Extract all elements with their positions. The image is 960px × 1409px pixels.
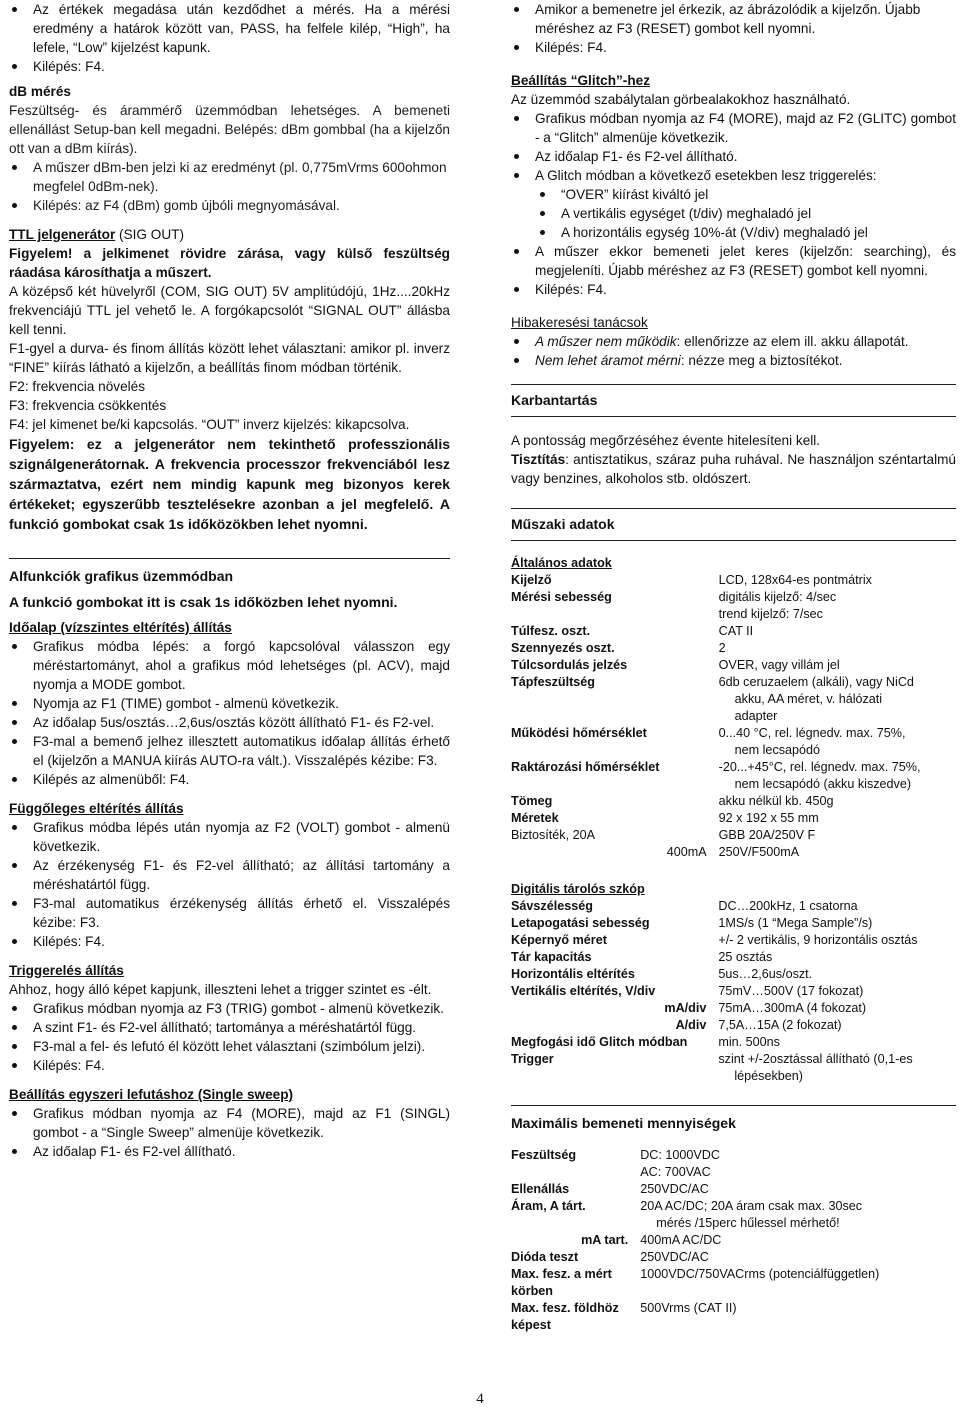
list-item: F3-mal a bemenő jelhez illesztett automatikus időalap állítás érhető el (kijelzőn a MANUA kiírás AUTO-ra vált.). Visszalépés kézibe: F3.	[9, 732, 450, 770]
spec-value: 7,5A…15A (2 fokozat)	[718, 1018, 842, 1032]
list-item: Az időalap F1- és F2-vel állítható.	[9, 1142, 450, 1161]
ttl-paragraph: F2: frekvencia növelés	[9, 379, 146, 394]
spec-label	[511, 1068, 718, 1085]
spec-value: 75mA…300mA (4 fokozat)	[718, 1001, 867, 1015]
table-row	[511, 1000, 956, 1017]
fugg-bullet-list	[9, 818, 450, 951]
list-item: Nyomja az F1 (TIME) gombot - almenü következik.	[9, 694, 450, 713]
hiba-item-text: : nézze meg a biztosítékot.	[680, 353, 843, 368]
table-row	[511, 1266, 956, 1300]
list-item: F3-mal a fel- és lefutó él között lehet választani (szimbólum jelzi).	[9, 1037, 450, 1056]
spec-value: 2	[718, 641, 726, 655]
spec-value: 250VDC/AC	[640, 1250, 709, 1264]
spec-label: Tápfeszültség	[511, 675, 595, 689]
ttl-warning: Figyelem! a jelkimenet rövidre zárása, vagy külső feszültség ráadása károsíthatja a műszert.	[9, 246, 450, 280]
table-row	[511, 640, 956, 657]
spec-value: 6db ceruzaelem (alkáli), vagy NiCd	[718, 675, 914, 689]
dbm-paragraph: Feszültség- és árammérő üzemmódban lehetséges. A bemeneti ellenállást Setup-ban kell megadni. Belépés: dBm gombbal (ha a kijelzőn ott van a dBm kiírás).	[9, 103, 450, 156]
table-row	[511, 742, 956, 759]
spec-label: Túlfesz. oszt.	[511, 624, 591, 638]
glitch-bullet-list	[511, 109, 956, 299]
table-row	[511, 657, 956, 674]
spec-label: mA tart.	[581, 1233, 629, 1247]
list-item: Kilépés az almenüből: F4.	[9, 770, 450, 789]
table-row	[511, 915, 956, 932]
spec-value: szint +/-2osztással állítható (0,1-es	[718, 1052, 913, 1066]
list-item: Grafikus módba lépés után nyomja az F2 (VOLT) gombot - almenü következik.	[9, 818, 450, 856]
right-column	[511, 0, 956, 1334]
list-item: Az időalap 5us/osztás…2,6us/osztás között állítható F1- és F2-vel.	[9, 713, 450, 732]
table-row	[511, 725, 956, 742]
spec-label: Kijelző	[511, 573, 552, 587]
table-row	[511, 1147, 956, 1164]
karb-paragraph: A pontosság megőrzéséhez évente hitelesíteni kell.	[511, 433, 821, 448]
spec-label: Sávszélesség	[511, 899, 593, 913]
table-row	[511, 623, 956, 640]
spec-value: trend kijelző: 7/sec	[718, 607, 823, 621]
table-row	[511, 1300, 956, 1334]
table-row	[511, 844, 956, 861]
spec-label: Trigger	[511, 1052, 554, 1066]
trig-paragraph: Ahhoz, hogy álló képet kapjunk, illeszteni lehet a trigger szintet es -élt.	[9, 982, 432, 997]
spec-label: Ellenállás	[511, 1182, 570, 1196]
spec-value: digitális kijelző: 4/sec	[718, 590, 837, 604]
table-row	[511, 1068, 956, 1085]
list-item: Kilépés: az F4 (dBm) gomb újbóli megnyomásával.	[9, 196, 450, 215]
table-row	[511, 674, 956, 691]
list-item: F3-mal automatikus érzékenység állítás érhető el. Visszalépés kézibe: F3.	[9, 894, 450, 932]
spec-label: Megfogási idő Glitch módban	[511, 1035, 688, 1049]
spec-label: Működési hőmérséklet	[511, 726, 647, 740]
spec-value: 92 x 192 x 55 mm	[718, 811, 819, 825]
table-row	[511, 949, 956, 966]
table-row	[511, 898, 956, 915]
spec-value: mérés /15perc hűlessel mérhető!	[656, 1216, 840, 1230]
table-row	[511, 1034, 956, 1051]
hiba-item-italic: Nem lehet áramot mérni	[535, 353, 681, 368]
spec-label: Raktározási hőmérséklet	[511, 760, 660, 774]
spec-value: -20...+45°C, rel. légnedv. max. 75%,	[718, 760, 921, 774]
spec-label: Áram, A tárt.	[511, 1199, 586, 1213]
trig-title: Triggerelés állítás	[9, 963, 124, 978]
table-row	[511, 966, 956, 983]
table-row	[511, 1051, 956, 1068]
section-header: Karbantartás	[511, 384, 956, 417]
general-spec-table	[511, 572, 956, 861]
spec-value: 1000VDC/750VACrms (potenciálfüggetlen)	[640, 1267, 880, 1281]
list-item: Grafikus módban nyomja az F4 (MORE), majd az F2 (GLITC) gombot - a “Glitch” almenüje következik.	[511, 109, 956, 147]
spec-label: Dióda teszt	[511, 1250, 579, 1264]
spec-value: OVER, vagy villám jel	[718, 658, 840, 672]
spec-value: 400mA AC/DC	[640, 1233, 722, 1247]
ttl-title: TTL jelgenerátor	[9, 227, 116, 242]
list-item: Az érzékenység F1- és F2-vel állítható; az állítási tartomány a méréshatártól függ.	[9, 856, 450, 894]
spec-value: 500Vrms (CAT II)	[640, 1301, 737, 1315]
list-item: Az értékek megadása után kezdődhet a mérés. Ha a mérési eredmény a határok között van, PASS, ha felfele kilép, “High”, ha lefele, “Low” kijelzést kapunk.	[9, 0, 450, 57]
spec-label: Max. fesz. a mért körben	[511, 1267, 612, 1298]
list-item: Grafikus módban nyomja az F3 (TRIG) gombot - almenü következik.	[9, 999, 450, 1018]
table-row	[511, 1249, 956, 1266]
spec-label: Max. fesz. földhöz képest	[511, 1301, 619, 1332]
table-row	[511, 1164, 956, 1181]
spec-value: 75mV…500V (17 fokozat)	[718, 984, 864, 998]
idoalap-bullet-list	[9, 637, 450, 789]
spec-label: Tár kapacitás	[511, 950, 592, 964]
list-item: Amikor a bemenetre jel érkezik, az ábrázolódik a kijelzőn. Újabb méréshez az F3 (RESET) gombot kell nyomni.	[511, 0, 956, 38]
spec-label: Túlcsordulás jelzés	[511, 658, 628, 672]
list-item	[511, 332, 956, 351]
spec-label: Szennyezés oszt.	[511, 641, 615, 655]
dbm-bullet-list	[9, 158, 450, 215]
spec-value: 5us…2,6us/oszt.	[718, 967, 813, 981]
section-header: Alfunkciók grafikus üzemmódban	[9, 558, 450, 586]
idoalap-title: Időalap (vízszintes eltérítés) állítás	[9, 620, 232, 635]
top-bullet-list	[511, 0, 956, 57]
spec-label: Tömeg	[511, 794, 553, 808]
trig-bullet-list	[9, 999, 450, 1075]
list-item: Kilépés: F4.	[9, 57, 450, 76]
ttl-paragraph: A középső két hüvelyről (COM, SIG OUT) 5V amplitúdójú, 1Hz....20kHz frekvenciájú TTL jel vehető le. A forgókapcsolót “SIGNAL OUT” állásba kell tenni.	[9, 284, 450, 337]
spec-value: +/- 2 vertikális, 9 horizontális osztás	[718, 933, 918, 947]
page-number: 4	[476, 1391, 484, 1407]
spec-label	[511, 708, 719, 725]
spec-label	[511, 691, 719, 708]
fugg-title: Függőleges eltérítés állítás	[9, 801, 184, 816]
table-row	[511, 1232, 956, 1249]
ttl-title-suffix: (SIG OUT)	[115, 227, 184, 242]
dbm-title: dB mérés	[9, 84, 71, 99]
hiba-title: Hibakeresési tanácsok	[511, 315, 648, 330]
spec-label: 400mA	[666, 845, 707, 859]
list-item: Kilépés: F4.	[511, 280, 956, 299]
list-item: A Glitch módban a következő esetekben lesz triggerelés:	[511, 166, 956, 185]
karb-label: Tisztítás	[511, 452, 566, 467]
spec-value: adapter	[734, 709, 778, 723]
alf-bold-note: A funkció gombokat itt is csak 1s időközben lehet nyomni.	[9, 594, 398, 610]
spec-label: A/div	[675, 1018, 707, 1032]
spec-value: DC: 1000VDC	[640, 1148, 720, 1162]
single-bullet-list	[9, 1104, 450, 1161]
ttl-paragraph: F1-gyel a durva- és finom állítás között lehet választani: amikor pl. inverz “FINE” kiírás látható a kijelzőn, a beállítás finom módban történik.	[9, 341, 450, 375]
spec-label: Méretek	[511, 811, 559, 825]
spec-value: LCD, 128x64-es pontmátrix	[718, 573, 872, 587]
glitch-title: Beállítás “Glitch”-hez	[511, 73, 650, 88]
table-row	[511, 691, 956, 708]
list-item: Grafikus módba lépés: a forgó kapcsolóval válasszon egy méréstartományt, ahol a grafikus mód lehetséges (pl. ACV), majd nyomja a MODE gombot.	[9, 637, 450, 694]
hiba-item-text: : ellenőrizze az elem ill. akku állapotát.	[676, 334, 909, 349]
spec-value: 20A AC/DC; 20A áram csak max. 30sec	[640, 1199, 863, 1213]
spec-label	[511, 776, 719, 793]
list-item: A szint F1- és F2-vel állítható; tartománya a méréshatártól függ.	[9, 1018, 450, 1037]
spec-value: akku, AA méret, v. hálózati	[734, 692, 883, 706]
list-item: A műszer dBm-ben jelzi ki az eredményt (pl. 0,775mVrms 600ohmon megfelel 0dBm-nek).	[9, 158, 450, 196]
left-column	[9, 0, 450, 1161]
list-item: Kilépés: F4.	[9, 932, 450, 951]
table-row	[511, 589, 956, 606]
ttl-heading	[9, 225, 450, 244]
top-bullet-list	[9, 0, 450, 76]
spec-value: 250V/F500mA	[718, 845, 800, 859]
spec-value: min. 500ns	[718, 1035, 780, 1049]
hiba-bullet-list	[511, 332, 956, 370]
table-row	[511, 810, 956, 827]
list-item: Kilépés: F4.	[9, 1056, 450, 1075]
spec-value: akku nélkül kb. 450g	[718, 794, 834, 808]
table-row	[511, 1017, 956, 1034]
max-input-table	[511, 1147, 956, 1334]
single-title: Beállítás egyszeri lefutáshoz (Single sweep)	[9, 1087, 294, 1102]
ttl-paragraph: F3: frekvencia csökkentés	[9, 398, 167, 413]
general-title: Általános adatok	[511, 556, 612, 570]
spec-label: Biztosíték, 20A	[511, 828, 595, 842]
scope-title: Digitális tárolós szkóp	[511, 882, 645, 896]
spec-value: nem lecsapódó (akku kiszedve)	[734, 777, 912, 791]
table-row	[511, 827, 956, 844]
table-row	[511, 1215, 956, 1232]
spec-label	[511, 606, 719, 623]
ttl-bold-note: Figyelem: ez a jelgenerátor nem tekinthető professzionális szignálgenerátornak. A frekvencia processzor frekvenciából lesz származtatva, ezért nem mindig kapunk meg bizonyos kerek értékeket; egyszerűbb tesztelésekre azonban a jel megfelelő. A funkció gombokat csak 1s időközökben lehet nyomni.	[9, 436, 450, 532]
spec-label: Mérési sebesség	[511, 590, 612, 604]
sub-list-item: A vertikális egységet (t/div) meghaladó jel	[511, 204, 956, 223]
spec-label: Feszültség	[511, 1148, 577, 1162]
table-row	[511, 606, 956, 623]
hiba-item-italic: A műszer nem működik	[535, 334, 677, 349]
spec-value: 1MS/s (1 “Mega Sample”/s)	[718, 916, 873, 930]
spec-label: mA/div	[664, 1001, 707, 1015]
table-row	[511, 1181, 956, 1198]
table-row	[511, 983, 956, 1000]
table-row	[511, 708, 956, 725]
ttl-paragraph: F4: jel kimenet be/ki kapcsolás. “OUT” inverz kijelzés: kikapcsolva.	[9, 417, 410, 432]
karb-text: : antisztatikus, száraz puha ruhával. Ne használjon széntartalmú vagy benzines, alkoholos stb. oldószert.	[511, 452, 956, 486]
spec-label	[511, 1215, 640, 1232]
spec-label: Vertikális eltérítés, V/div	[511, 984, 656, 998]
spec-label: Képernyő méret	[511, 933, 607, 947]
spec-value: 0...40 °C, rel. légnedv. max. 75%,	[718, 726, 906, 740]
section-header: Műszaki adatok	[511, 508, 956, 541]
spec-value: 250VDC/AC	[640, 1182, 709, 1196]
table-row	[511, 793, 956, 810]
spec-label	[511, 742, 719, 759]
spec-value: DC…200kHz, 1 csatorna	[718, 899, 858, 913]
spec-label	[511, 1164, 640, 1181]
spec-label: Letapogatási sebesség	[511, 916, 650, 930]
karb-paragraph	[511, 450, 956, 488]
spec-value: AC: 700VAC	[640, 1165, 711, 1179]
sub-list-item: “OVER” kiírást kiváltó jel	[511, 185, 956, 204]
spec-value: GBB 20A/250V F	[718, 828, 816, 842]
list-item: Kilépés: F4.	[511, 38, 956, 57]
spec-value: lépésekben)	[734, 1069, 803, 1083]
sub-list-item: A horizontális egység 10%-át (V/div) meghaladó jel	[511, 223, 956, 242]
spec-label: Horizontális eltérítés	[511, 967, 635, 981]
list-item	[511, 351, 956, 370]
glitch-paragraph: Az üzemmód szabálytalan görbealakokhoz használható.	[511, 92, 851, 107]
table-row	[511, 932, 956, 949]
scope-spec-table	[511, 898, 956, 1085]
list-item: Grafikus módban nyomja az F4 (MORE), majd az F1 (SINGL) gombot - a “Single Sweep” almenüje következik.	[9, 1104, 450, 1142]
list-item: A műszer ekkor bemeneti jelet keres (kijelzőn: searching), és megjeleníti. Újabb méréshez az F3 (RESET) gombot kell nyomni.	[511, 242, 956, 280]
spec-value: nem lecsapódó	[734, 743, 821, 757]
spec-value: 25 osztás	[718, 950, 773, 964]
list-item: Az időalap F1- és F2-vel állítható.	[511, 147, 956, 166]
table-row	[511, 776, 956, 793]
spec-value: CAT II	[718, 624, 754, 638]
section-header: Maximális bemeneti mennyiségek	[511, 1105, 956, 1133]
table-row	[511, 759, 956, 776]
table-row	[511, 572, 956, 589]
table-row	[511, 1198, 956, 1215]
